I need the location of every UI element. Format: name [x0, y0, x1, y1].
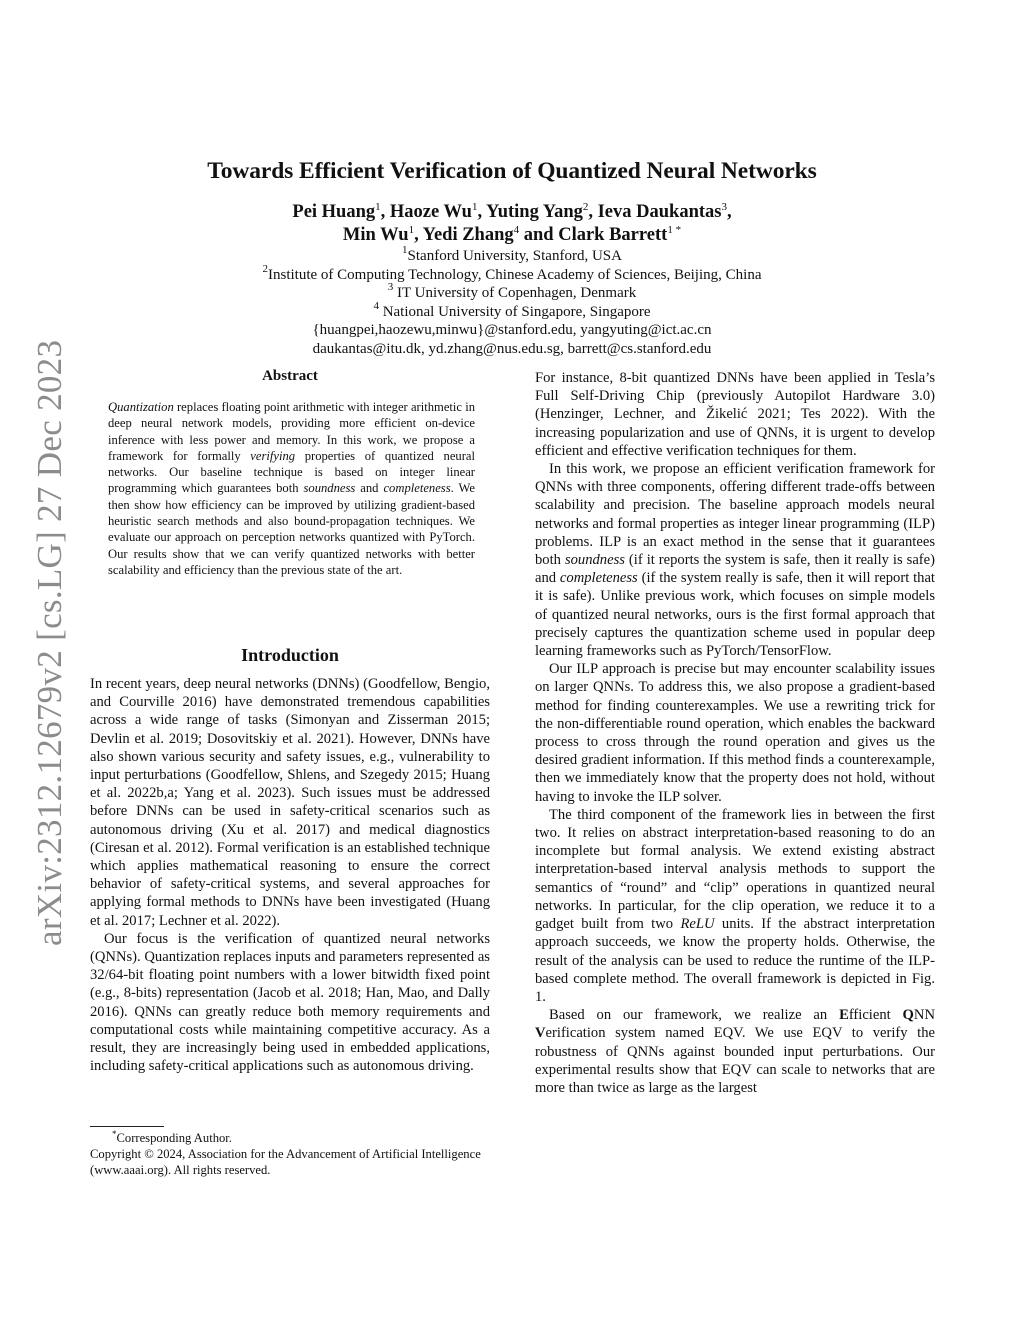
affiliation — [0, 299, 1024, 322]
affiliation — [0, 244, 1024, 266]
affiliation — [0, 281, 1024, 303]
author-line-1 — [0, 201, 1024, 224]
paragraph: In recent years, deep neural networks (DNNs) (Goodfellow, Bengio, and Courville 2016) have demonstrated tremendous capabilities across a wide range of tasks (Simonyan and Zisserman 2015; Devlin et al. 2019; Dosovitskiy et al. 2021). However, DNNs have also shown various security and safety issues, e.g., vulnerability to input perturbations (Goodfellow, Shlens, and Szegedy 2015; Huang et al. 2022b,a; Yang et al. 2023). Such issues must be addressed before DNNs can be used in safety-critical scenarios such as autonomous driving (Xu et al. 2017) and medical diagnostics (Ciresan et al. 2012). Formal verification is an established technique which applies mathematical reasoning to ensure the correct behavior of safety-critical systems, and several approaches for applying formal methods to DNNs have been investigated (Huang et al. 2017; Lechner et al. 2022). — [90, 676, 490, 929]
paragraph-text: (if the system really is safe, then it will report that it is safe). Unlike previous work, which focuses on simple models of quantized neural networks, ours is the first formal approach that precisely captures the quantization scheme used in popular deep learning frameworks such as PyTorch/TensorFlow. — [535, 570, 935, 660]
paragraph-text: NN — [913, 1007, 935, 1024]
paragraph — [535, 1006, 935, 1097]
affiliation-mark: 2 — [262, 262, 269, 275]
author-affil-mark: 3 — [721, 201, 727, 213]
email-line: {huangpei,haozewu,minwu}@stanford.edu, yangyuting@ict.ac.cn — [312, 322, 712, 339]
author-list — [0, 201, 1024, 247]
paper-title: Towards Efficient Verification of Quantized Neural Networks — [207, 158, 817, 184]
author-name: Yedi Zhang — [422, 225, 514, 245]
author-name: Yuting Yang — [486, 202, 583, 222]
acronym-letter: V — [535, 1025, 546, 1042]
abstract-emphasis: Quantization — [108, 400, 174, 414]
paragraph-text: Based on our framework, we realize an — [549, 1007, 840, 1024]
author-name: Haoze Wu — [389, 202, 472, 222]
author-separator: , — [477, 202, 487, 222]
email-line: daukantas@itu.dk, yd.zhang@nus.edu.sg, barrett@cs.stanford.edu — [312, 340, 712, 357]
paragraph-text: erification system named EQV. We use EQV to verify the robustness of QNNs against bounded input perturbations. Our experimental results show that EQV can scale to networks that are more than twice as large as the largest — [535, 1025, 935, 1096]
paragraph — [535, 460, 935, 660]
corresponding-author-note — [90, 1130, 490, 1146]
paragraph-text: fficient — [848, 1007, 903, 1024]
emphasis: completeness — [559, 570, 638, 587]
author-separator: , — [588, 202, 598, 222]
affiliation-text: National University of Singapore, Singapore — [378, 303, 651, 320]
affiliation — [0, 262, 1024, 285]
left-column-body — [90, 675, 490, 1075]
author-name: Ieva Daukantas — [597, 202, 722, 222]
author-separator: and — [519, 225, 559, 245]
author-separator: , — [380, 202, 390, 222]
affiliation-mark: 3 — [387, 281, 394, 294]
abstract-heading: Abstract — [262, 368, 318, 384]
paragraph-text: units. If the abstract interpretation approach succeeds, we know the property holds. Otherwise, the result of the analysis can be used to reduce the runtime of the ILP-based complete method. The overall framework is depicted in Fig. 1. — [535, 916, 935, 1005]
paragraph: Our ILP approach is precise but may encounter scalability issues on larger QNNs. To address this, we also propose a gradient-based method for finding counterexamples. We use a rewriting trick for the non-differentiable round operation, which enables the backward process to cross through the round operation and gives us the desired gradient information. If this method finds a counterexample, then we immediately know that the property does not hold, without having to invoke the ILP solver. — [535, 661, 935, 805]
author-name: Pei Huang — [292, 202, 376, 222]
author-affil-mark: 1 — [471, 201, 478, 213]
affiliations — [0, 244, 1024, 359]
author-separator: , — [414, 225, 423, 245]
footnote-rule — [90, 1126, 164, 1127]
paragraph: Our focus is the verification of quantized neural networks (QNNs). Quantization replaces inputs and parameters represented as 32/64-bit floating point numbers with a lower bitwidth fixed point (e.g., 8-bits) representation (Jacob et al. 2018; Han, Mao, and Dally 2016). QNNs can greatly reduce both memory requirements and computational costs while maintaining competitive accuracy. As a result, they are increasingly being used in embedded applications, including safety-critical applications such as autonomous driving. — [90, 930, 490, 1075]
paragraph-text: The third component of the framework lies in between the first two. It relies on abstract interpretation-based reasoning to do an incomplete but formal analysis. We extend existing abstract interpretation-based interval analysis methods to support the semantics of “round” and “clip” operations in quantized neural networks. In particular, for the clip operation, we reduce it to a gadget built from two — [535, 806, 935, 933]
author-affil-mark: 1 * — [667, 224, 682, 236]
author-affil-mark: 2 — [582, 201, 589, 213]
author-affil-mark: 4 — [513, 224, 520, 236]
abstract-text: properties of quantized neural networks. Our baseline technique is based on integer linear programming which guarantees both — [108, 448, 475, 496]
affiliation-text: Institute of Computing Technology, Chinese Academy of Sciences, Beijing, China — [268, 266, 762, 283]
arxiv-identifier: arXiv:2312.12679v2 [cs.LG] 27 Dec 2023 — [30, 339, 69, 946]
paragraph: For instance, 8-bit quantized DNNs have been applied in Tesla’s Full Self-Driving Chip (previously Autopilot Hardware 3.0) (Henzinger, Lechner, and Žikelić 2021; Tes 2022). With the increasing popularization and use of QNNs, it is urgent to develop efficient and effective verification techniques for them. — [535, 370, 935, 459]
author-name: Clark Barrett — [558, 225, 668, 245]
abstract-emphasis: soundness — [303, 481, 356, 496]
abstract-emphasis: completeness — [383, 481, 451, 496]
abstract-text: and — [355, 481, 384, 496]
author-affil-mark: 1 — [375, 201, 381, 213]
affiliation-text: Stanford University, Stanford, USA — [407, 248, 622, 264]
affiliation-mark: 4 — [373, 299, 379, 312]
paragraph — [535, 806, 935, 1006]
right-column-body — [535, 369, 935, 1097]
footnote — [90, 1130, 490, 1178]
author-line-2 — [0, 224, 1024, 247]
abstract-text: replaces floating point arithmetic with integer arithmetic in deep neural network models, providing more efficient on-device inference with less power and memory. In this work, we propose a framework for formally — [108, 400, 475, 463]
author-separator: , — [726, 202, 732, 222]
paragraph-text: (if it reports the system is safe, then it really is safe) and — [535, 552, 935, 587]
emphasis: soundness — [564, 552, 625, 569]
abstract-text: . We then show how efficiency can be improved by utilizing gradient-based heuristic search methods and also bound-propagation techniques. We evaluate our approach on perception networks quantized with PyTorch. Our results show that we can verify quantized networks with better scalability and efficiency than the previous state of the art. — [108, 481, 476, 577]
affiliation-text: IT University of Copenhagen, Denmark — [393, 285, 637, 302]
abstract-body — [108, 399, 475, 578]
abstract-emphasis: verifying — [250, 448, 296, 463]
acronym-letter: E — [839, 1007, 849, 1024]
acronym-letter: Q — [902, 1007, 914, 1024]
copyright-notice: Copyright © 2024, Association for the Advancement of Artificial Intelligence (www.aaai.org). All rights reserved. — [90, 1147, 481, 1177]
math-relu: ReLU — [680, 916, 715, 933]
author-name: Min Wu — [342, 225, 409, 245]
author-affil-mark: 1 — [408, 224, 415, 236]
footnote-mark: * — [112, 1129, 117, 1139]
footnote-text: Corresponding Author. — [116, 1131, 232, 1145]
introduction-heading: Introduction — [241, 645, 339, 665]
affiliation-mark: 1 — [402, 244, 408, 256]
paragraph-text: In this work, we propose an efficient verification framework for QNNs with three components, offering different trade-offs between scalability and precision. The baseline approach models neural networks and formal properties as integer linear programming (ILP) problems. ILP is an exact method in the sense that it guarantees both — [535, 461, 935, 569]
